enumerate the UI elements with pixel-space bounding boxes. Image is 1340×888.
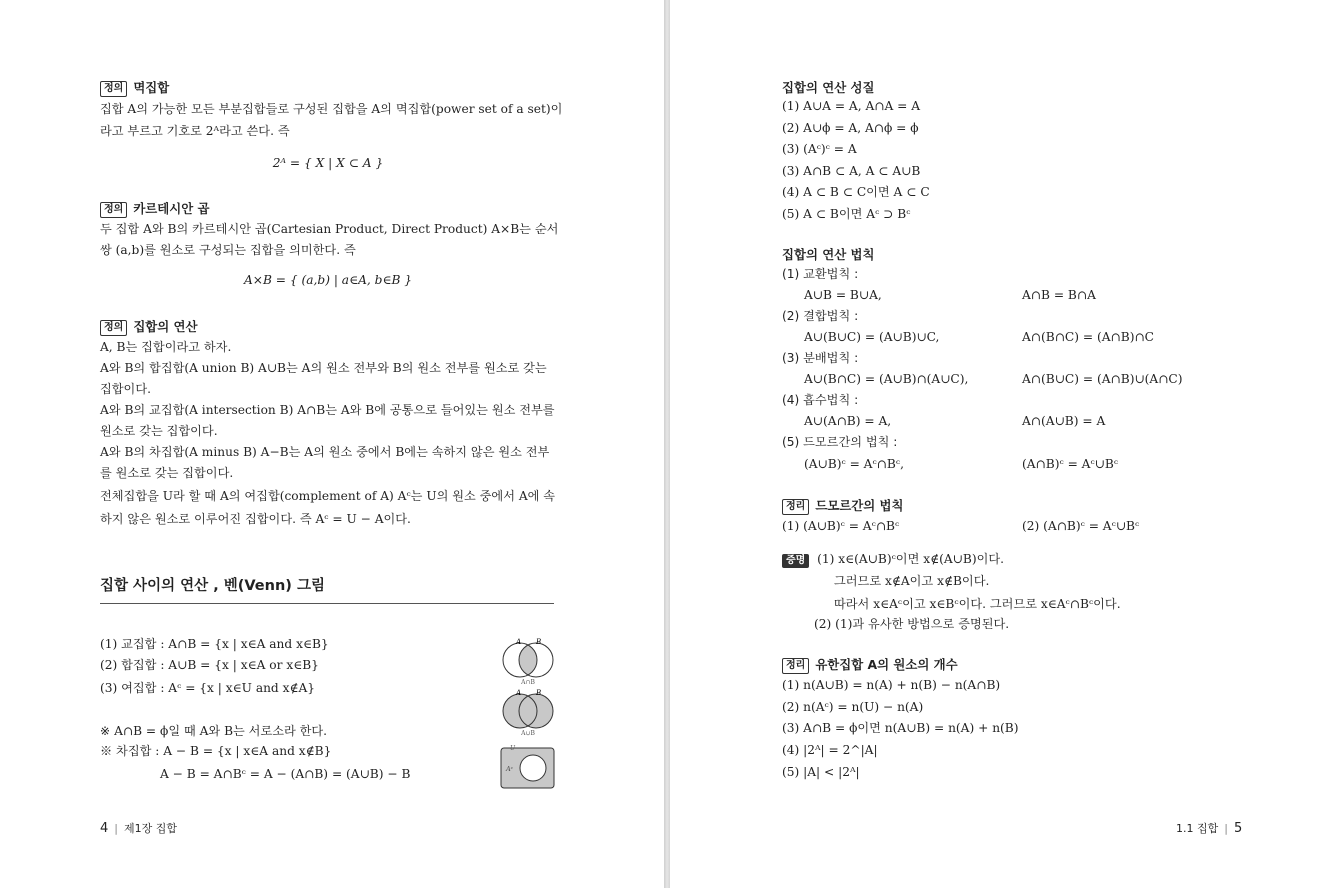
text-line: A, B는 집합이라고 하자. <box>100 340 232 354</box>
law-left: A∪(A∩B) = A, <box>804 414 892 428</box>
footer-separator: | <box>114 822 118 835</box>
theorem-badge: 정리 <box>782 499 809 515</box>
right-footer <box>1176 820 1242 836</box>
prop-item: (2) A∪ϕ = A, A∩ϕ = ϕ <box>782 121 919 135</box>
note-disjoint: ※ A∩B = ϕ일 때 A와 B는 서로소라 한다. <box>100 724 328 738</box>
proof-line: 따라서 x∈Aᶜ이고 x∈Bᶜ이다. 그러므로 x∈Aᶜ∩Bᶜ이다. <box>834 597 1121 611</box>
venn-line: (1) 교집합 : A∩B = {x | x∈A and x∈B} <box>100 637 329 651</box>
prop-item: (5) A ⊂ B이면 Aᶜ ⊃ Bᶜ <box>782 207 911 221</box>
text-line: 집합이다. <box>100 382 151 396</box>
right-page <box>670 0 1340 888</box>
laws-heading: 집합의 연산 법칙 <box>782 247 875 262</box>
prop-item: (3) A∩B ⊂ A, A ⊂ A∪B <box>782 164 921 178</box>
text-line: 쌍 (a,b)를 원소로 구성되는 집합을 의미한다. 즉 <box>100 243 356 257</box>
proof-badge: 증명 <box>782 554 809 568</box>
law-label: (2) 결합법칙 : <box>782 309 859 323</box>
text-line: 를 원소로 갖는 집합이다. <box>100 466 234 480</box>
definition-title: 집합의 연산 <box>133 319 198 334</box>
definition-title: 카르테시안 곱 <box>133 201 210 216</box>
theorem-title: 유한집합 A의 원소의 개수 <box>815 657 958 672</box>
theorem-item: (2) n(Aᶜ) = n(U) − n(A) <box>782 700 924 714</box>
venn-label-a: A <box>516 638 522 646</box>
venn-intersection-diagram <box>498 636 558 686</box>
law-right: A∩(B∩C) = (A∩B)∩C <box>1022 330 1154 344</box>
prop-item: (4) A ⊂ B ⊂ C이면 A ⊂ C <box>782 185 930 199</box>
chapter-label: 제1장 집합 <box>124 822 177 835</box>
section-title-venn: 집합 사이의 연산 , 벤(Venn) 그림 <box>100 574 554 604</box>
prop-item: (1) A∪A = A, A∩A = A <box>782 99 921 113</box>
proof-text: (1) x∈(A∪B)ᶜ이면 x∉(A∪B)이다. <box>817 552 1005 566</box>
definition-badge: 정의 <box>100 320 127 336</box>
theorem-item: (1) (A∪B)ᶜ = Aᶜ∩Bᶜ <box>782 519 900 533</box>
venn-label-u: U <box>510 745 516 752</box>
theorem-item: (5) |A| < |2ᴬ| <box>782 765 860 779</box>
theorem-item: (4) |2ᴬ| = 2^|A| <box>782 743 878 757</box>
section-label: 1.1 집합 <box>1176 822 1219 835</box>
left-footer <box>100 820 177 836</box>
law-left: A∪(B∩C) = (A∪B)∩(A∪C), <box>804 372 969 386</box>
law-left: A∪B = B∪A, <box>804 288 882 302</box>
definition-heading-cartesian <box>100 199 209 218</box>
text-line: 전체집합을 U라 할 때 A의 여집합(complement of A) Aᶜ는 U의 원소 중에서 A에 속 <box>100 489 556 503</box>
page-number: 5 <box>1233 821 1243 836</box>
definition-heading-power-set <box>100 78 169 97</box>
formula-power-set: 2ᴬ = { X | X ⊂ A } <box>272 156 384 170</box>
law-right: A∩(B∪C) = (A∩B)∪(A∩C) <box>1022 372 1183 386</box>
law-label: (4) 흡수법칙 : <box>782 393 859 407</box>
venn-label-b: B <box>536 689 542 697</box>
theorem-heading-cardinality <box>782 655 958 674</box>
props-heading: 집합의 연산 성질 <box>782 80 875 95</box>
theorem-item: (1) n(A∪B) = n(A) + n(B) − n(A∩B) <box>782 678 1001 692</box>
text-line: 하지 않은 원소로 이루어진 집합이다. 즉 Aᶜ = U − A이다. <box>100 512 411 526</box>
proof-line: 그러므로 x∉A이고 x∉B이다. <box>834 574 990 588</box>
venn-label-a: A <box>516 689 522 697</box>
text-line: A와 B의 교집합(A intersection B) A∩B는 A와 B에 공통으로 들어있는 원소 전부를 <box>100 403 555 417</box>
text-line: 원소로 갖는 집합이다. <box>100 424 218 438</box>
definition-title: 멱집합 <box>133 80 170 95</box>
proof-line <box>782 549 1004 570</box>
law-right: (A∩B)ᶜ = Aᶜ∪Bᶜ <box>1022 457 1119 471</box>
definition-badge: 정의 <box>100 81 127 97</box>
formula-cartesian: A×B = { (a,b) | a∈A, b∈B } <box>243 273 413 287</box>
definition-badge: 정의 <box>100 202 127 218</box>
venn-circle-a <box>520 755 546 781</box>
law-left: (A∪B)ᶜ = Aᶜ∩Bᶜ, <box>804 457 904 471</box>
text-line: 라고 부르고 기호로 2ᴬ라고 쓴다. 즉 <box>100 124 290 138</box>
law-label: (5) 드모르간의 법칙 : <box>782 435 898 449</box>
proof-line: (2) (1)과 유사한 방법으로 증명된다. <box>814 617 1010 631</box>
prop-item: (3) (Aᶜ)ᶜ = A <box>782 142 857 156</box>
theorem-item: (3) A∩B = ϕ이면 n(A∪B) = n(A) + n(B) <box>782 721 1019 735</box>
theorem-item: (2) (A∩B)ᶜ = Aᶜ∪Bᶜ <box>1022 519 1140 533</box>
venn-label-b: B <box>536 638 542 646</box>
venn-label-complement: Aᶜ <box>506 765 513 773</box>
venn-complement-diagram <box>500 744 556 790</box>
text-line: 집합 A의 가능한 모든 부분집합들로 구성된 집합을 A의 멱집합(power set of a set)이 <box>100 102 563 116</box>
left-page <box>0 0 664 888</box>
venn-union-diagram <box>498 687 558 737</box>
theorem-title: 드모르간의 법칙 <box>815 498 904 513</box>
text-line: A와 B의 합집합(A union B) A∪B는 A의 원소 전부와 B의 원소 전부를 원소로 갖는 <box>100 361 547 375</box>
text-line: A와 B의 차집합(A minus B) A−B는 A의 원소 중에서 B에는 속하지 않은 원소 전부 <box>100 445 550 459</box>
theorem-badge: 정리 <box>782 658 809 674</box>
text-line: 두 집합 A와 B의 카르테시안 곱(Cartesian Product, Direct Product) A×B는 순서 <box>100 222 559 236</box>
venn-line: (2) 합집합 : A∪B = {x | x∈A or x∈B} <box>100 658 319 672</box>
note-difference: ※ 차집합 : A − B = {x | x∈A and x∉B} <box>100 744 332 758</box>
law-label: (1) 교환법칙 : <box>782 267 859 281</box>
definition-heading-set-operations <box>100 317 198 336</box>
note-difference-identity: A − B = A∩Bᶜ = A − (A∩B) = (A∪B) − B <box>160 767 411 781</box>
footer-separator: | <box>1224 822 1228 835</box>
theorem-heading-demorgan <box>782 496 903 515</box>
law-left: A∪(B∪C) = (A∪B)∪C, <box>804 330 940 344</box>
law-right: A∩(A∪B) = A <box>1022 414 1106 428</box>
venn-caption: A∪B <box>521 730 535 737</box>
law-label: (3) 분배법칙 : <box>782 351 859 365</box>
venn-line: (3) 여집합 : Aᶜ = {x | x∈U and x∉A} <box>100 681 316 695</box>
law-right: A∩B = B∩A <box>1022 288 1096 302</box>
page-number: 4 <box>100 821 109 836</box>
venn-caption: A∩B <box>521 679 535 686</box>
